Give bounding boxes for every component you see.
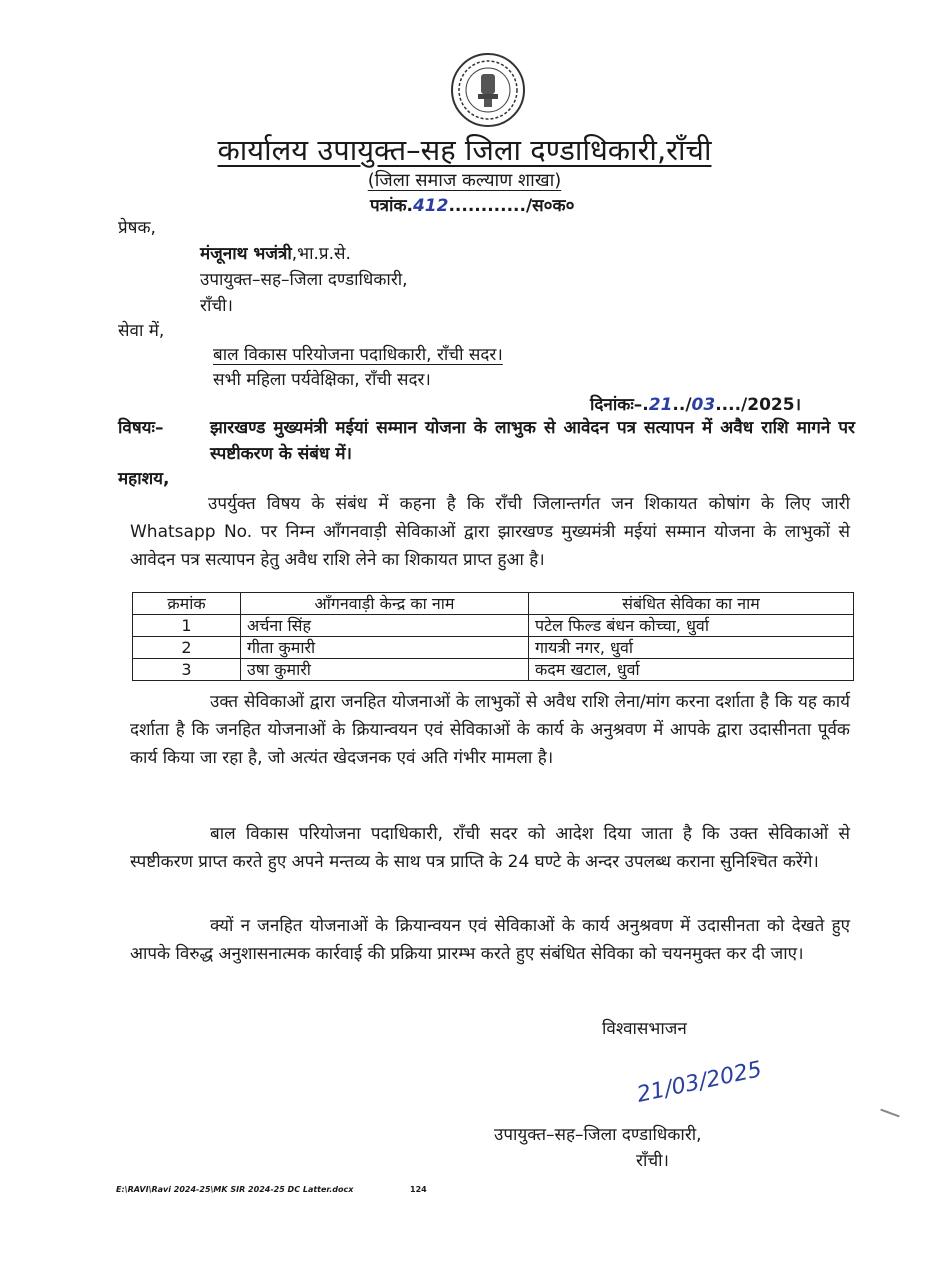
sender-designation: उपायुक्त–सह–जिला दण्डाधिकारी, — [200, 270, 408, 290]
sender-place: राँची। — [200, 296, 233, 316]
state-emblem-seal — [450, 52, 526, 128]
table-row — [133, 637, 854, 659]
handwritten-day: 21 — [648, 395, 673, 415]
table-cell: उषा कुमारी — [241, 659, 529, 681]
column-header-centre: आँगनवाड़ी केन्द्र का नाम — [241, 593, 529, 615]
body-paragraph-2: उक्त सेविकाओं द्वारा जनहित योजनाओं के लाभुकों से अवैध राशि लेना/मांग करना दर्शाता है कि यह कार्य दर्शाता है कि जनहित योजनाओं के क्रियान्वयन एवं सेविकाओं के कार्य के अनुश्रवण में आपके द्वारा उदासीनता पूर्वक कार्य किया जा रहा है, जो अत्यंत खेदजनक एवं अति गंभीर मामला है। — [130, 692, 850, 768]
branch-name: (जिला समाज कल्याण शाखा) — [367, 170, 562, 191]
handwritten-letter-number: 412 — [412, 196, 449, 216]
table-cell: गायत्री नगर, धुर्वा — [529, 637, 854, 659]
table-cell: पटेल फिल्ड बंधन कोच्चा, धुर्वा — [529, 615, 854, 637]
subject-text: झारखण्ड मुख्यमंत्री मईयां सम्मान योजना के लाभुक से आवेदन पत्र सत्यापन में अवैध राशि मागने पर स्पष्टीकरण के संबंध में। — [210, 418, 855, 464]
table-row — [133, 615, 854, 637]
subject-label: विषयः– — [118, 418, 164, 438]
table-row — [133, 659, 854, 681]
office-title: कार्यालय उपायुक्त–सह जिला दण्डाधिकारी,राँची — [217, 133, 712, 167]
scan-mark — [880, 1109, 899, 1118]
letter-number: पत्रांक.412............/स०क० — [370, 196, 575, 216]
handwritten-month: 03 — [691, 395, 716, 415]
table-cell: कदम खटाल, धुर्वा — [529, 659, 854, 681]
recipient-label: सेवा में, — [118, 321, 165, 341]
table-cell: 1 — [133, 615, 241, 637]
body-paragraph-4: क्यों न जनहित योजनाओं के क्रियान्वयन एवं सेविकाओं के कार्य अनुश्रवण में उदासीनता को देखते हुए आपके विरुद्ध अनुशासनात्मक कार्रवाई की प्रक्रिया प्रारम्भ करते हुए संबंधित सेविका को चयनमुक्त कर दी जाए। — [130, 916, 850, 964]
salutation: महाशय, — [118, 469, 170, 489]
complaint-table — [132, 592, 854, 681]
handwritten-signature: 21/03/2025 — [634, 1057, 765, 1108]
table-cell: 2 — [133, 637, 241, 659]
table-cell: गीता कुमारी — [241, 637, 529, 659]
table-header-row — [133, 593, 854, 615]
page-number: 124 — [410, 1185, 427, 1194]
sender-label: प्रेषक, — [118, 218, 156, 238]
closing-yours: विश्वासभाजन — [602, 1019, 687, 1039]
closing-designation: उपायुक्त–सह–जिला दण्डाधिकारी, — [494, 1125, 702, 1145]
table-cell: 3 — [133, 659, 241, 681]
date-line: दिनांकः–.21../03..../2025। — [590, 395, 802, 415]
body-paragraph-3: बाल विकास परियोजना पदाधिकारी, राँची सदर को आदेश दिया जाता है कि उक्त सेविकाओं से स्पष्टीकरण प्राप्त करते हुए अपने मन्तव्य के साथ पत्र प्राप्ति के 24 घण्टे के अन्दर उपलब्ध कराना सुनिश्चित करेंगे। — [130, 824, 850, 872]
body-paragraph-1: उपर्युक्त विषय के संबंध में कहना है कि राँची जिलान्तर्गत जन शिकायत कोषांग के लिए जारी Whatsapp No. पर निम्न आँगनवाड़ी सेविकाओं द्वारा झारखण्ड मुख्यमंत्री मईयां सम्मान योजना के लाभुकों से आवेदन पत्र सत्यापन हेतु अवैध राशि लेने का शिकायत प्राप्त हुआ है। — [130, 494, 850, 570]
sender-name: मंजूनाथ भजंत्री,भा.प्र.से. — [200, 244, 351, 264]
file-path: E:\RAVI\Ravi 2024-25\MK SIR 2024-25 DC Latter.docx — [116, 1185, 354, 1194]
recipient-line-2: सभी महिला पर्यवेक्षिका, राँची सदर। — [213, 370, 431, 390]
closing-place: राँची। — [636, 1151, 669, 1171]
table-cell: अर्चना सिंह — [241, 615, 529, 637]
column-header-sevika: संबंधित सेविका का नाम — [529, 593, 854, 615]
column-header-serial: क्रमांक — [133, 593, 241, 615]
recipient-line-1: बाल विकास परियोजना पदाधिकारी, राँची सदर। — [213, 345, 503, 365]
